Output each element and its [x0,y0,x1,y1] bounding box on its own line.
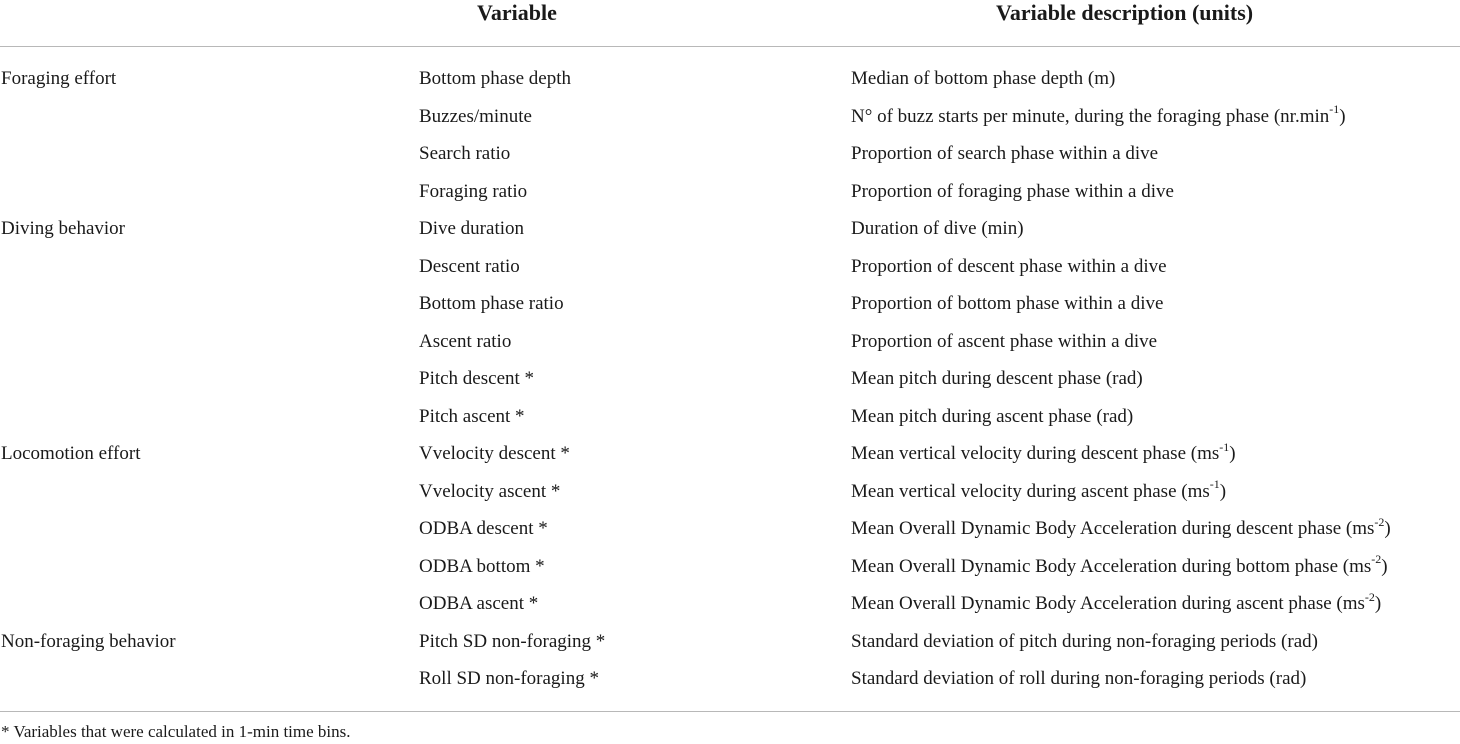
table-row [0,440,1460,478]
description-cell [851,665,1306,693]
description-cell [851,290,1163,318]
description-tail: ) [1384,518,1391,539]
description-text: Proportion of search phase within a dive [851,143,1159,164]
description-text: Proportion of foraging phase within a dive [851,180,1174,202]
table-row [0,215,1460,253]
description-cell [851,403,1133,431]
header-description: Variable description (units) [996,0,1254,25]
description-tail: ) [1339,105,1346,127]
variable-cell: Pitch ascent * [419,405,525,427]
description-text: Mean Overall Dynamic Body Acceleration during bottom phase (ms [851,555,1372,577]
table-footnote: * Variables that were calculated in 1-min time bins. [1,722,351,741]
description-cell [851,590,1381,618]
description-text: Standard deviation of roll during non-foraging periods (rad) [851,668,1307,689]
unit-exponent: -2 [1371,552,1382,567]
table-header-row [0,0,1460,47]
table-row [0,253,1460,291]
table-row [0,628,1460,666]
table-row [0,178,1460,216]
description-cell [851,140,1158,168]
variable-cell: ODBA ascent * [419,593,539,614]
unit-exponent: -1 [1209,477,1220,492]
table-row [0,590,1460,628]
description-tail: ) [1374,593,1382,614]
description-text: Proportion of descent phase within a dive [851,255,1167,277]
description-text: N° of buzz starts per minute, during the foraging phase (nr.min [851,105,1330,127]
table-row [0,328,1460,366]
description-text: Mean pitch during ascent phase (rad) [851,405,1134,427]
description-tail: ) [1381,555,1388,577]
variable-cell: Buzzes/minute [419,105,532,127]
table-row [0,65,1460,103]
table-row [0,103,1460,141]
variable-cell: Descent ratio [419,255,520,277]
description-cell [851,628,1318,656]
table-row [0,290,1460,328]
unit-exponent: -1 [1219,439,1230,454]
table-row [0,140,1460,178]
description-cell [851,478,1226,506]
table-row [0,665,1460,703]
description-text: Duration of dive (min) [851,218,1024,239]
description-text: Mean pitch during descent phase (rad) [851,368,1143,389]
description-tail: ) [1219,480,1227,502]
unit-exponent: -2 [1364,589,1375,604]
variable-cell: Bottom phase ratio [419,293,564,314]
table-row [0,365,1460,403]
table-row [0,403,1460,441]
variable-cell: ODBA descent * [419,518,548,539]
description-text: Mean vertical velocity during ascent phase (ms [851,480,1210,502]
category-cell: Non-foraging behavior [1,630,176,652]
variable-cell: Pitch descent * [419,368,535,389]
description-text: Median of bottom phase depth (m) [851,68,1116,89]
description-cell [851,178,1174,206]
description-cell [851,215,1024,243]
description-text: Standard deviation of pitch during non-foraging periods (rad) [851,630,1318,652]
variable-cell: Foraging ratio [419,180,528,202]
table-row [0,515,1460,553]
variable-cell: Pitch SD non-foraging * [419,630,606,652]
header-variable: Variable [477,0,557,25]
description-cell [851,365,1143,393]
description-cell [851,253,1167,281]
variable-cell: Vvelocity descent * [419,443,570,464]
variable-cell: Search ratio [419,143,511,164]
description-text: Proportion of bottom phase within a dive [851,293,1164,314]
unit-exponent: -2 [1374,514,1385,529]
table-row [0,478,1460,516]
description-cell [851,65,1115,93]
variable-cell: Ascent ratio [419,330,512,352]
unit-exponent: -1 [1329,102,1340,117]
description-cell [851,440,1236,468]
table-row [0,553,1460,591]
category-cell: Foraging effort [1,68,117,89]
description-cell [851,103,1346,131]
variable-cell: Bottom phase depth [419,68,571,89]
variable-cell: Roll SD non-foraging * [419,668,599,689]
description-cell [851,328,1157,356]
variable-cell: Dive duration [419,218,525,239]
description-text: Proportion of ascent phase within a dive [851,330,1158,352]
description-text: Mean Overall Dynamic Body Acceleration during ascent phase (ms [851,593,1365,614]
category-cell: Locomotion effort [1,443,141,464]
description-cell [851,515,1391,543]
description-text: Mean Overall Dynamic Body Acceleration during descent phase (ms [851,518,1375,539]
description-text: Mean vertical velocity during descent phase (ms [851,443,1220,464]
description-cell [851,553,1388,581]
variable-cell: Vvelocity ascent * [419,480,561,502]
description-tail: ) [1229,443,1236,464]
category-cell: Diving behavior [1,218,126,239]
variable-cell: ODBA bottom * [419,555,545,577]
table-body [0,47,1460,712]
